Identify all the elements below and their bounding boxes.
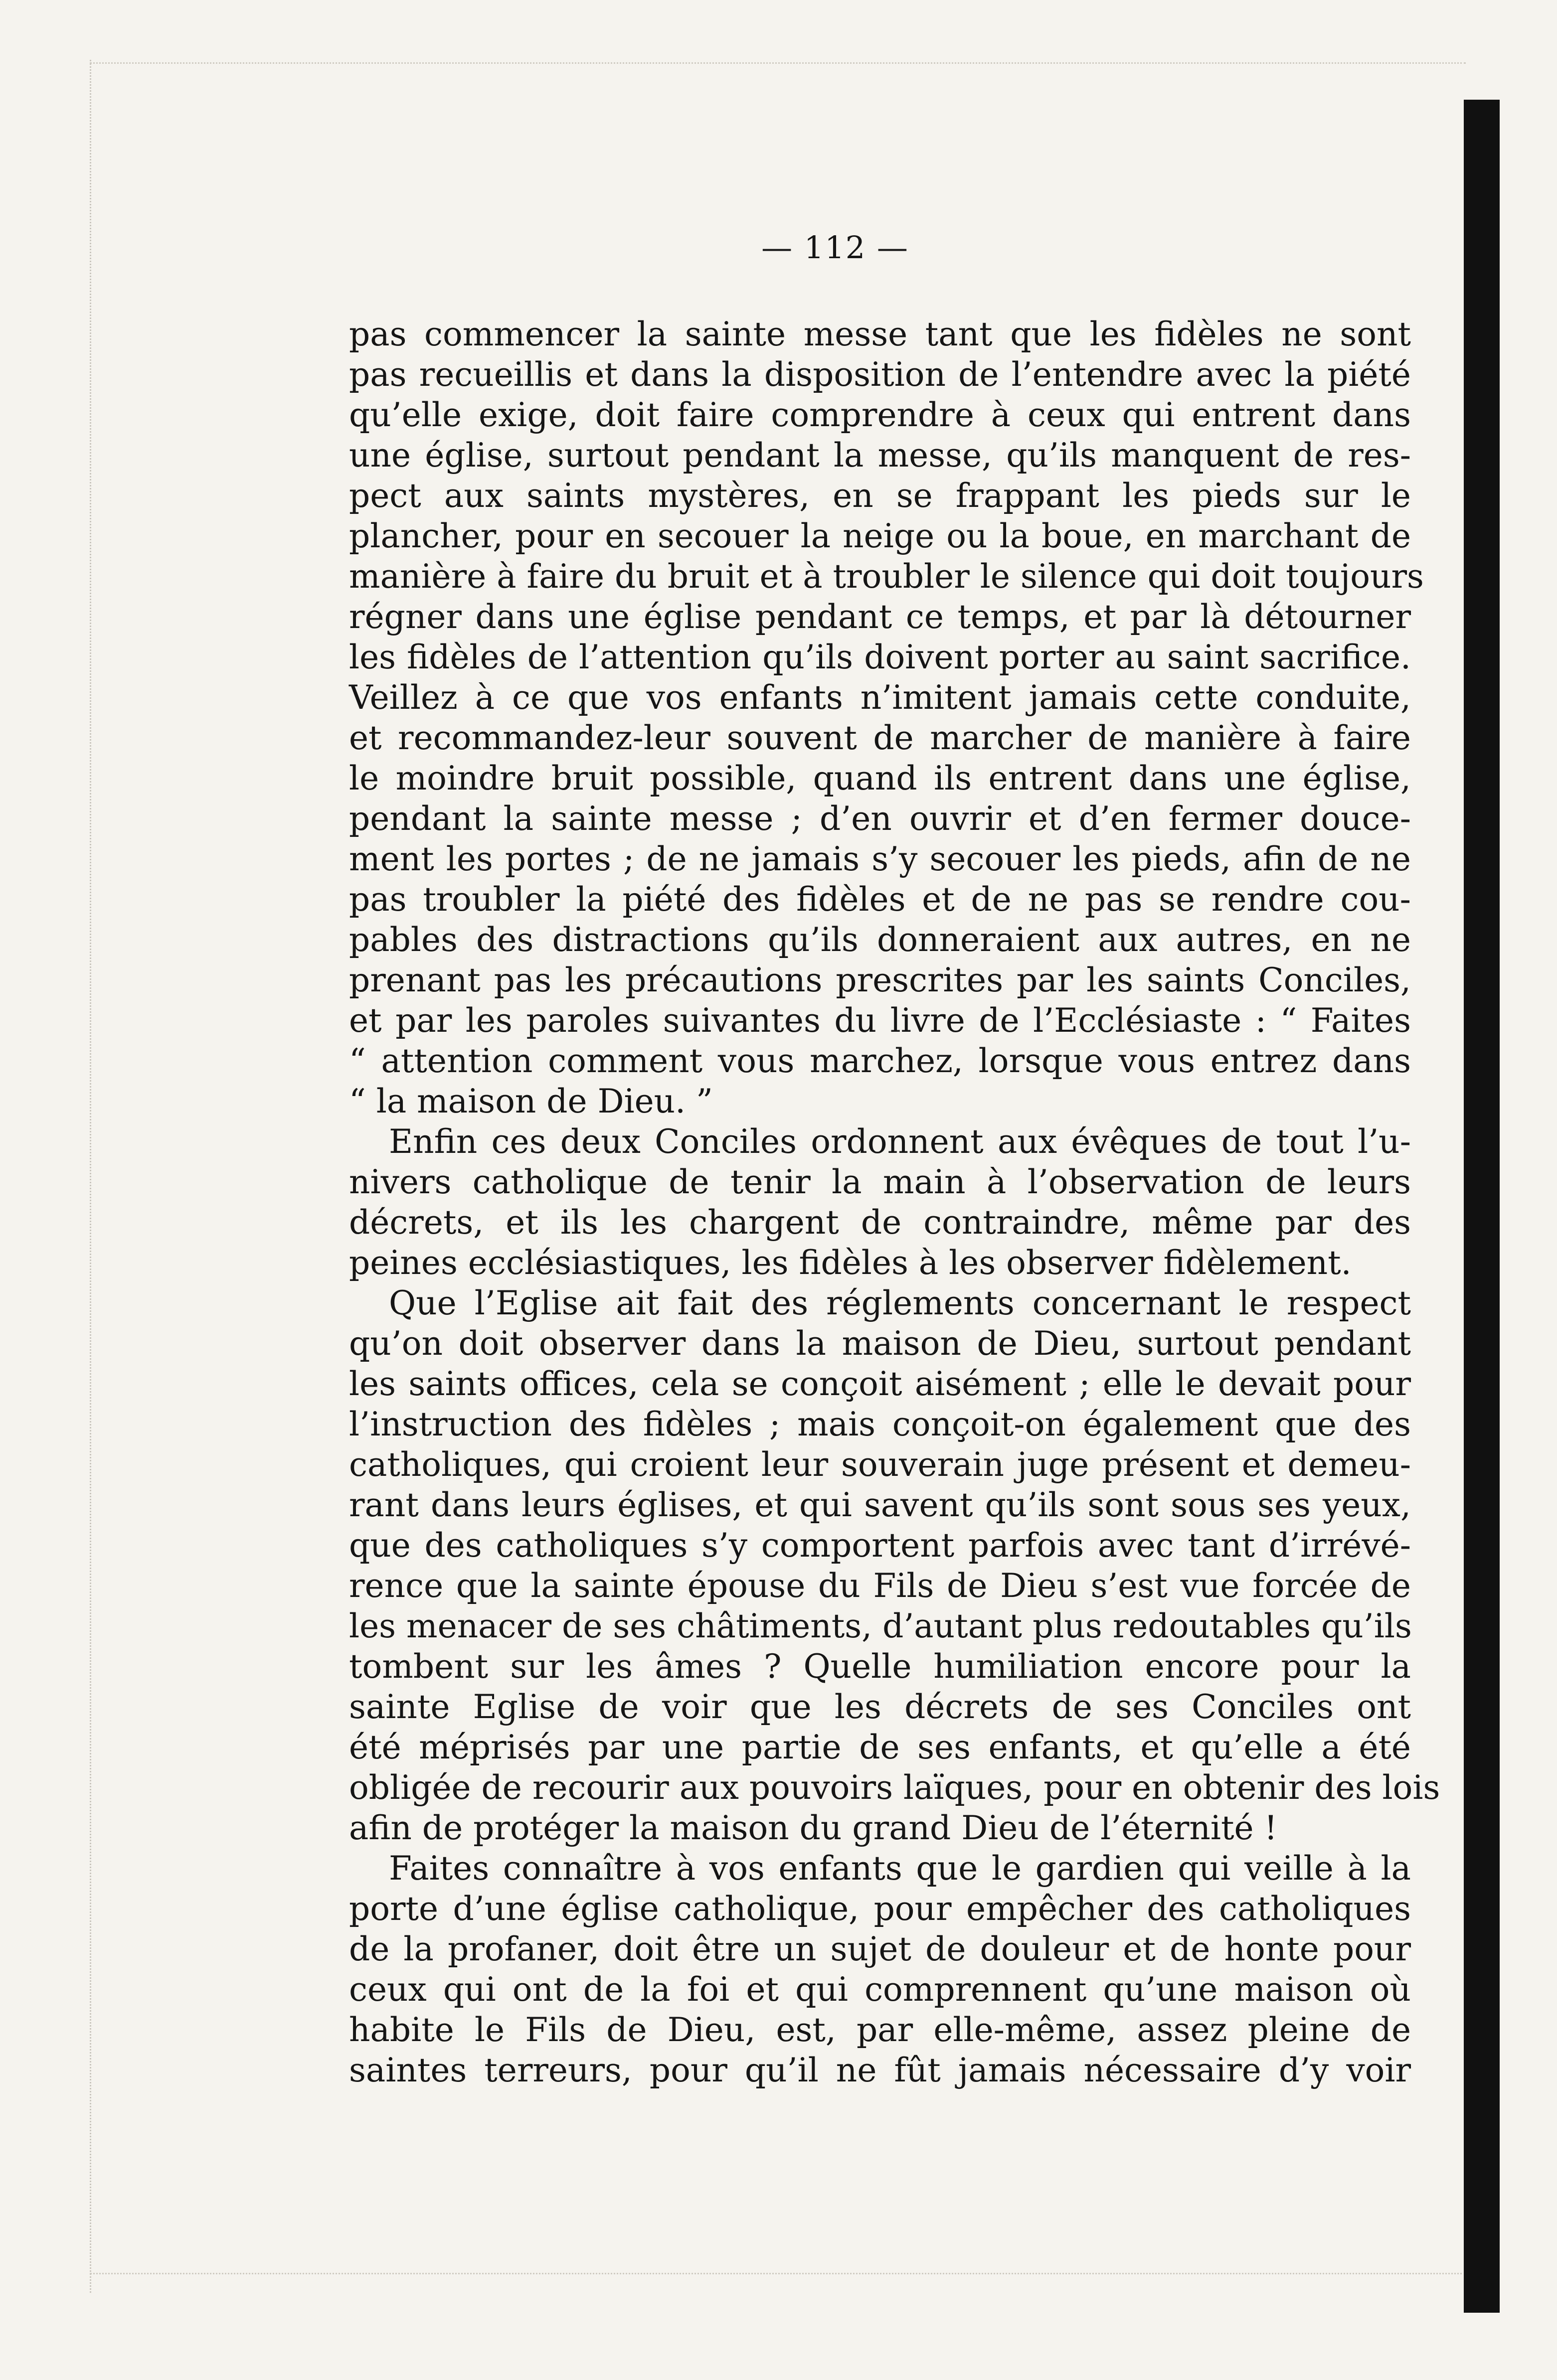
text-line: rence que la sainte épouse du Fils de Dieu s’est vue forcée de <box>349 1567 1411 1605</box>
text-line: peines ecclésiastiques, les fidèles à les observer fidèlement. <box>349 1244 1352 1282</box>
paragraph-3 <box>349 1283 1440 1848</box>
text-line: pas recueillis et dans la disposition de l’entendre avec la piété <box>349 355 1411 394</box>
text-line: régner dans une église pendant ce temps, et par là détourner <box>349 598 1411 636</box>
top-margin-bleed <box>90 62 1466 64</box>
text-line: qu’on doit observer dans la maison de Dieu, surtout pendant <box>349 1324 1411 1363</box>
text-line: une église, surtout pendant la messe, qu’ils manquent de res- <box>349 436 1411 475</box>
text-line: “ la maison de Dieu. ” <box>349 1082 713 1120</box>
bottom-margin-bleed <box>90 2273 1466 2274</box>
text-line: plancher, pour en secouer la neige ou la boue, en marchant de <box>349 517 1411 555</box>
text-line: pas troubler la piété des fidèles et de ne pas se rendre cou- <box>349 880 1411 919</box>
paragraph-4 <box>349 1848 1411 2090</box>
text-line: pables des distractions qu’ils donneraient aux autres, en ne <box>349 921 1411 959</box>
text-line: Faites connaître à vos enfants que le gardien qui veille à la <box>389 1849 1411 1888</box>
text-line: et par les paroles suivantes du livre de l’Ecclésiaste : “ Faites <box>349 1001 1411 1040</box>
text-line: sainte Eglise de voir que les décrets de ses Conciles ont <box>349 1688 1411 1726</box>
paragraph-1 <box>349 314 1424 1121</box>
text-line: habite le Fils de Dieu, est, par elle-même, assez pleine de <box>349 2011 1411 2049</box>
page-number: — 112 — <box>761 229 909 266</box>
text-line: les saints offices, cela se conçoit aisément ; elle le devait pour <box>349 1365 1411 1403</box>
body-text <box>349 314 1440 2090</box>
text-line: nivers catholique de tenir la main à l’observation de leurs <box>349 1163 1411 1201</box>
text-line: pect aux saints mystères, en se frappant les pieds sur le <box>349 476 1411 515</box>
text-line: de la profaner, doit être un sujet de douleur et de honte pour <box>349 1930 1411 1968</box>
text-line: catholiques, qui croient leur souverain juge présent et demeu- <box>349 1445 1411 1484</box>
text-line: les menacer de ses châtiments, d’autant plus redoutables qu’ils <box>349 1607 1412 1645</box>
text-line: Veillez à ce que vos enfants n’imitent jamais cette conduite, <box>349 678 1411 717</box>
text-line: le moindre bruit possible, quand ils entrent dans une église, <box>349 759 1411 797</box>
text-line: porte d’une église catholique, pour empêcher des catholiques <box>349 1890 1411 1928</box>
text-line: pendant la sainte messe ; d’en ouvrir et d’en fermer douce- <box>349 799 1411 838</box>
text-line: saintes terreurs, pour qu’il ne fût jamais nécessaire d’y voir <box>349 2051 1411 2089</box>
text-line: tombent sur les âmes ? Quelle humiliation encore pour la <box>349 1647 1411 1686</box>
text-line: Que l’Eglise ait fait des réglements concernant le respect <box>389 1284 1411 1322</box>
text-line: obligée de recourir aux pouvoirs laïques, pour en obtenir des lois <box>349 1768 1440 1807</box>
text-line: décrets, et ils les chargent de contraindre, même par des <box>349 1203 1411 1242</box>
text-line: manière à faire du bruit et à troubler le silence qui doit toujours <box>349 557 1424 596</box>
paragraph-2 <box>349 1121 1411 1283</box>
text-line: Enfin ces deux Conciles ordonnent aux évêques de tout l’u- <box>389 1122 1411 1161</box>
text-line: ceux qui ont de la foi et qui comprennent qu’une maison où <box>349 1970 1411 2009</box>
text-line: les fidèles de l’attention qu’ils doivent porter au saint sacrifice. <box>349 638 1411 676</box>
text-line: qu’elle exige, doit faire comprendre à ceux qui entrent dans <box>349 396 1411 434</box>
text-line: que des catholiques s’y comportent parfois avec tant d’irrévé- <box>349 1526 1411 1565</box>
text-line: rant dans leurs églises, et qui savent qu’ils sont sous ses yeux, <box>349 1486 1411 1524</box>
text-line: été méprisés par une partie de ses enfants, et qu’elle a été <box>349 1728 1411 1766</box>
text-line: prenant pas les précautions prescrites par les saints Conciles, <box>349 961 1411 999</box>
text-line: l’instruction des fidèles ; mais conçoit-on également que des <box>349 1405 1411 1443</box>
text-line: ment les portes ; de ne jamais s’y secouer les pieds, afin de ne <box>349 840 1411 878</box>
text-line: et recommandez-leur souvent de marcher de manière à faire <box>349 719 1411 757</box>
left-margin-bleed <box>90 60 116 2293</box>
right-edge-shadow <box>1464 100 1500 2313</box>
text-line: afin de protéger la maison du grand Dieu de l’éternité ! <box>349 1809 1278 1847</box>
text-line: pas commencer la sainte messe tant que les fidèles ne sont <box>349 315 1411 353</box>
text-line: “ attention comment vous marchez, lorsque vous entrez dans <box>349 1042 1411 1080</box>
